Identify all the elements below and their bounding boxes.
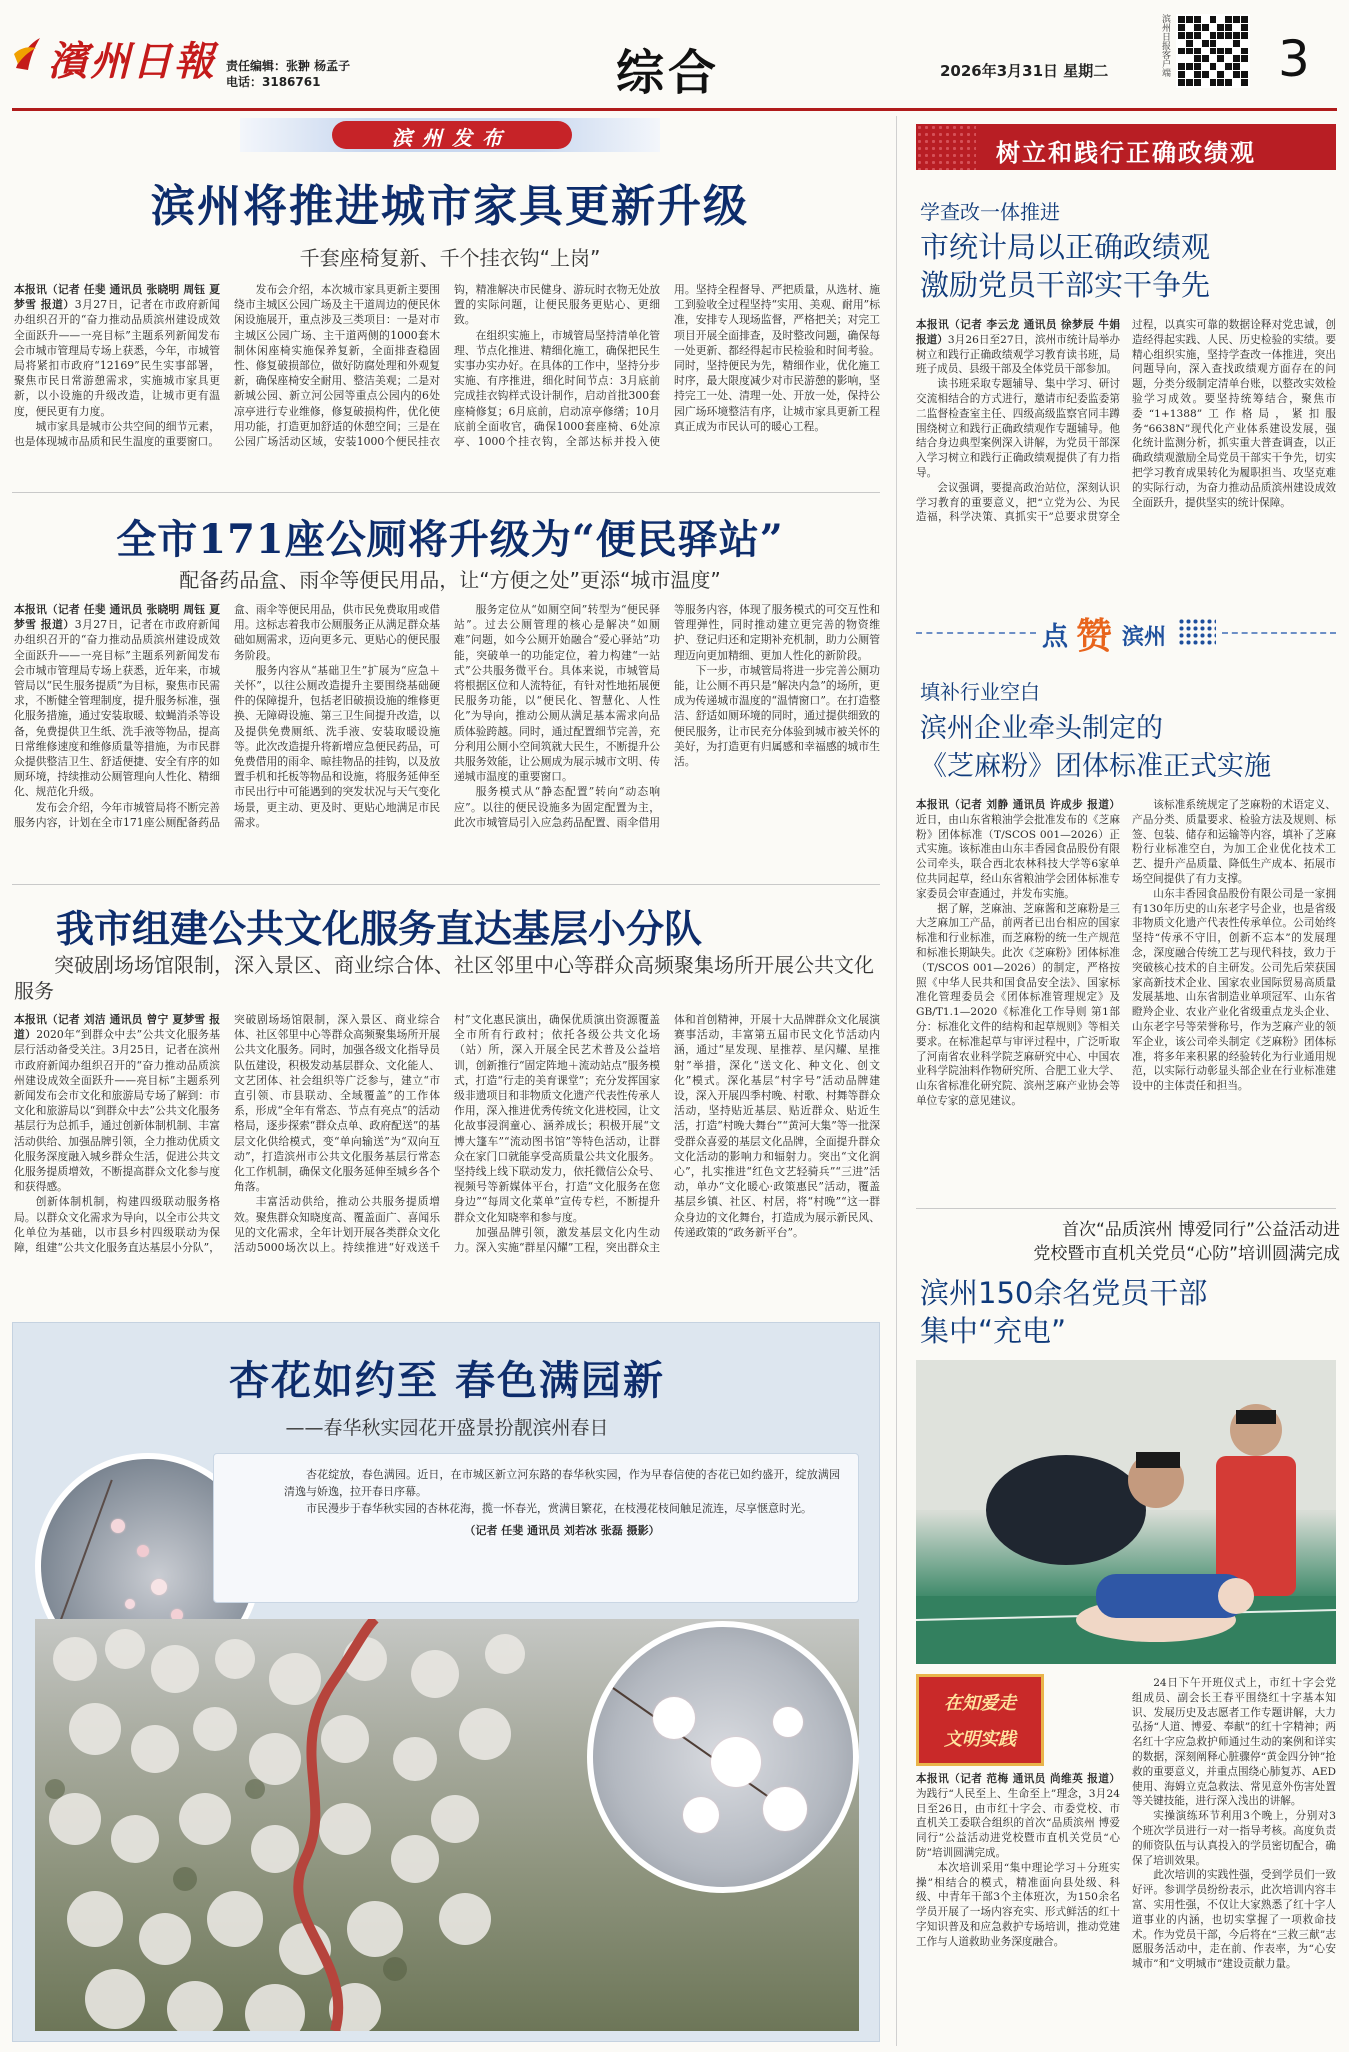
right-article3-paragraph: 此次培训的实践性强，受到学员们一致好评。参训学员纷纷表示，此次培训内容丰富、实用性强，不仅让大家熟悉了红十字人道事业的内涵，也切实掌握了一项救命技术。作为党员干部，今后将在“三救三献”志愿服务活动中，走在前、作表率，为“心安城市”和“文明城市”建设贡献力量。: [1132, 1869, 1336, 1971]
headline-line: 滨州企业牵头制定的: [920, 713, 1163, 744]
binzhou-fabu-banner: [240, 118, 660, 152]
divider: [916, 1208, 1336, 1209]
article2-paragraph: 服务内容从“基础卫生”扩展为“应急＋关怀”，以往公厕改造提升主要围绕基础硬件的保障提升，包括老旧破损设施的维修更换、无障碍设施、第三卫生间提升改造，以及提供免费厕纸、洗手液、安装取暖设施等。此次改造提升将新增应急便民药品，可免费借用的雨伞、晾挂物品的挂钩，以及放置手机和托板等物品和设施，将服务延伸至市民出行中可能遇到的突发状况与天气变化场景，更主动、更及时、更贴心地满足市民需求。: [234, 663, 440, 829]
article1-paragraph: 城市家具是城市公共空间的细节元素，也是体现城市品质和民生温度的重要窗口。: [14, 419, 220, 449]
masthead-logo: 濱州日報: [48, 38, 216, 85]
right-article1-kicker: 学查改一体推进: [920, 200, 1060, 224]
right-article2-kicker: 填补行业空白: [920, 680, 1040, 704]
section-title: 综合: [616, 45, 721, 101]
banner-title: 滨州发布: [392, 126, 512, 150]
article1-body: [14, 282, 880, 480]
right-article1-paragraph: 读书班采取专题辅导、集中学习、研讨交流相结合的方式进行，邀请市纪委监委第二监督检查室主任、四级高级监察官同丰蹲围绕树立和践行正确政绩观作专题辅导。他结合身边典型案例深入讲解，为党员干部深入学习树立和践行正确政绩观提供了有力指导。: [916, 378, 1120, 479]
article3-paragraph: 创新体制机制，构建四级联动服务格局。以群众文化需求为导向，以全市公共文化单位为基础，以市县乡村四级联动为保障，组建“公共文化服务直达基层小分队”，突破剧场场馆限制，深入景区、商业综合体、社区邻里中心等群众高频聚集场所开展公共文化服务。同时，加强各级文化指导员队伍建设，积极发动基层群众、文化能人、文艺团体、社会组织等广泛参与，建立“市直引领、市县联动、全域覆盖”的工作体系，形成“全年有常态、节点有亮点”的活动格局，逐步探索“群众点单、政府配送”的基层文化供给模式，变“单向输送”为“双向互动”，打造滨州市公共文化服务基层行常态化工作机制，确保文化服务延伸至城乡各个角落。: [14, 1013, 440, 1255]
right-article1-paragraph: [916, 318, 1120, 377]
article2-subhead: 配备药品盒、雨伞等便民用品，让“方便之处”更添“城市温度”: [179, 568, 721, 592]
banner-text: 树立和践行正确政绩观: [996, 138, 1256, 167]
right-article2-paragraph: 山东丰香园食品股份有限公司是一家拥有130年历史的山东老字号企业，也是省级非物质文化遗产代表性传承单位。公司始终坚持“传承不守旧，创新不忘本”的发展理念，深度融合传统工艺与现代科技，致力于突破核心技术的自主研发。公司先后荣获国家高新技术企业、国家农业国际贸易高质量发展基地、山东省制造业单项冠军、山东省瞪羚企业、农业产业化省级重点龙头企业、山东老字号等荣誉称号，作为芝麻产业的领军企业，该公司牵头制定《芝麻粉》团体标准，将多年来积累的经验转化为行业通用规范，以实际行动彰显头部企业在行业标准建设中的主体责任和担当。: [1132, 887, 1336, 1093]
right-article1-headline: [920, 228, 1340, 304]
kicker-line: 党校暨市直机关党员“心防”培训圆满完成: [1033, 1244, 1340, 1264]
phone-label: 电话：3186761: [226, 75, 321, 89]
photo-feature-frame: [12, 1322, 880, 2042]
headline-line: 集中“充电”: [920, 1314, 1067, 1348]
dianzan-banner: [916, 608, 1336, 656]
qr-code-icon: [1176, 14, 1250, 88]
article3-text: 2020年“到群众中去”公共文化服务基层行活动备受关注。3月25日，记者在滨州市政府新闻办组织召开的“奋力推动品质滨州建设成效全面跃升——亮目标”主题系列新闻发布会市文化和旅游局专场了解到：市文化和旅游局以“到群众中去”公共文化服务基层行为总抓手，通过创新体制机制、丰富活动供给、加强品牌引领，全力推动优质文化服务深度融入城乡群众生活，促进公共文化服务提质增效，不断提高群众文化参与度和获得感。: [14, 1028, 221, 1194]
article2-paragraph: 服务模式从“静态配置”转向“动态响应”。以往的便民设施多为固定配置为主，此次市城管局引入应急药品配置、雨伞借用等服务内容，体现了服务模式的可交互性和管理弹性，同时推动建立更完善的物资维护、登记归还和定期补充机制，助力公厕管理迈向更加精细、更加人性化的新阶段。: [454, 603, 880, 829]
issue-date: 2026年3月31日 星期二: [940, 62, 1109, 80]
dot-pattern-icon: [1178, 618, 1216, 646]
ribbon-logo-icon: [12, 34, 44, 74]
dianzan-rule-right: [1222, 632, 1336, 634]
photo-credit: （记者 任斐 通讯员 刘若冰 张磊 摄影）: [464, 1524, 660, 1537]
article2-paragraph: 下一步，市城管局将进一步完善公厕功能，让公厕不再只是“解决内急”的场所，更成为传递城市温度的“温情窗口”。在打造整洁、舒适如厕环境的同时，通过提供细致的便民服务，让市民充分体验到城市被关怀的美好，为打造更有归属感和幸福感的城市生活。: [674, 663, 880, 769]
dianzan-zan: 赞: [1076, 615, 1113, 657]
headline-line: 滨州150余名党员干部: [920, 1276, 1208, 1310]
divider: [12, 884, 880, 885]
dianzan-rule-left: [916, 632, 1036, 634]
photo-feature-subhead: ——春华秋实园花开盛景扮靓滨州春日: [285, 1417, 609, 1439]
right-article3-body: [916, 1676, 1336, 2046]
right-article1-text: 3月26日至27日，滨州市统计局举办树立和践行正确政绩观学习教育读书班，局班子成员、县级干部及全体党员干部参加。: [916, 333, 1121, 376]
article2-paragraph: 发布会介绍，今年市城管局将不断完善服务内容，计划在全市171座公厕配备药品盒、雨伞等便民用品，供市民免费取用或借用。这标志着我市公厕服务正从满足群众基础如厕需求，迈向更多元、更贴心的便民服务阶段。: [14, 603, 440, 829]
column-divider: [896, 116, 897, 2046]
article1-paragraph: 在组织实施上，市城管局坚持清单化管理、节点化推进、精细化施工，确保把民生实事办实办好。在具体的工作中，坚持分步实施、有序推进，细化时间节点：3月底前完成挂衣钩样式设计制作，启动首批300套座椅修复；6月底前，启动凉亭修缮；10月底前全面收官，确保1000套座椅、6处凉亭、1000个挂衣钩，全部达标并投入使用。坚持全程督导、严把质量，从选材、施工到验收全过程坚持“实用、美观、耐用”标准，安排专人现场监督，严格把关；对完工项目开展全面排查，及时整改问题，确保每一处更新、都经得起市民检验和时间考验。同时，坚持便民为先，精细作业，优化施工时序，最大限度减少对市民游憩的影响，坚持完工一处、清理一处、开放一处，保持公园广场环境整洁有序，让城市家具更新工程真正成为市民认可的暖心工程。: [454, 283, 880, 449]
photo-caption-line: 市民漫步于春华秋实园的杏林花海，揽一怀春光，赏满目繁花，在枝漫花枝间触足流连，尽享惬意时光。: [306, 1502, 812, 1515]
badge-line: 在知爱走: [944, 1693, 1016, 1714]
article1-subhead: 千套座椅复新、千个挂衣钩“上岗”: [299, 246, 601, 270]
headline-line: 激励党员干部实干争先: [920, 268, 1211, 302]
article3-byline: 本报讯（记者 刘洁 通讯员 曾宁 夏梦雪 报道）: [14, 1013, 220, 1042]
right-article3-byline: 本报讯（记者 范梅 通讯员 尚维英 报道）: [916, 1773, 1120, 1785]
article3-subhead: 突破剧场场馆限制，深入景区、商业综合体、社区邻里中心等群众高频聚集场所开展公共文化服务: [14, 953, 874, 1003]
qr-caption: 滨州日报客户端: [1160, 14, 1170, 77]
article3-body: [14, 1012, 880, 1312]
headline-line: 市统计局以正确政绩观: [920, 230, 1211, 264]
photo-caption-box: [213, 1453, 859, 1603]
article1-paragraph: [14, 282, 220, 419]
article2-paragraph: [14, 602, 220, 800]
right-article3-text: 为践行“人民至上、生命至上”理念，3月24日至26日，由市红十字会、市委党校、市直机关工委联合组织的首次“品质滨州 博爱同行”公益活动进党校暨市直机关党员“心防”培训圆满完成。: [916, 1787, 1120, 1859]
right-article2-body: [916, 798, 1336, 1200]
right-article3-paragraph: 本次培训采用“集中理论学习＋分班实操”相结合的模式，精准面向县处级、科级、中青年干部3个主体班次，为150余名学员开展了一场内容充实、形式鲜活的红十字知识普及和应急救护专场培训，推动党建工作与人道救助业务深度融合。: [916, 1861, 1120, 1948]
page-number: 3: [1278, 30, 1310, 88]
article1-paragraph: 发布会介绍，本次城市家具更新主要围绕市主城区公园广场及主干道周边的便民休闲设施展开，重点涉及三类项目：一是对市主城区公园广场、主干道两侧的1000套木制休闲座椅实施保养复新，全面排查稳固性、修复破损部位，做好防腐处理和外观复新，确保座椅安全耐用、整洁美观；二是对新城公园、新立河公园等重点公园内的6处凉亭进行专业维修，修复破损构件，优化使用功能，打造更加舒适的休憩空间；三是在公园广场活动区域，安装1000个便民挂衣钩，精准解决市民健身、游玩时衣物无处放置的实际问题，让便民服务更贴心、更细致。: [234, 283, 660, 449]
dianzan-place: 滨州: [1122, 625, 1167, 650]
article2-byline: 本报讯（记者 任斐 通讯员 张晓明 周钰 夏梦雪 报道）: [14, 603, 220, 632]
right-article2-paragraph: [916, 798, 1120, 902]
article2-text: 3月27日，记者在市政府新闻办组织召开的“奋力推动品质滨州建设成效全面跃升——一亮目标”主题系列新闻发布会市城市管理局专场上获悉，近年来，市城管局以“民生服务提质”为目标，聚焦市民需求，不断健全管理制度，提升服务标准，强化服务措施，通过安装取暖、蚊蝇消杀等设备，免费提供卫生纸、洗手液等物品，提高日常维修速度和维修质量等措施，为市民群众提供整洁卫生、舒适便捷、安全有序的如厕环境，持续推动公厕管理向人性化、精细化、规范化升级。: [14, 618, 220, 799]
right-article2-paragraph: 据了解，芝麻油、芝麻酱和芝麻粉是三大芝麻加工产品，前两者已出台相应的国家标准和行业标准，而芝麻粉的统一生产规范和标准长期缺失。此次《芝麻粉》团体标准（T/SCOS 001—2026）的制定，严格按照《中华人民共和国食品安全法》、国家标准化管理委员会《团体标准管理规定》及GB/T1.1—2020《标准化工作导则 第1部分：标准化文件的结构和起草规则》等相关要求。在标准起草与审评过程中，广泛听取了河南省农业科学院芝麻研究中心、中国农业科学院油料作物研究所、合肥工业大学、山东省标准化研究院、滨州芝麻产业协会等单位专家的意见建议。: [916, 902, 1120, 1107]
photo-feature-headline: 杏花如约至 春色满园新: [229, 1357, 665, 1404]
zhengjiguan-banner: [916, 124, 1336, 170]
badge-spacer: [916, 1676, 917, 1772]
cpr-scene: [916, 1360, 1336, 1664]
editor-label: 责任编辑：张翀 杨孟子: [226, 59, 351, 73]
right-article3-headline: [920, 1274, 1340, 1350]
article1-headline: 滨州将推进城市家具更新升级: [151, 181, 749, 232]
divider: [12, 492, 880, 493]
article3-headline: 我市组建公共文化服务直达基层小分队: [56, 906, 703, 951]
article2-headline: 全市171座公厕将升级为“便民驿站”: [116, 516, 784, 563]
headline-line: 《芝麻粉》团体标准正式实施: [920, 751, 1271, 782]
right-article3-paragraph: 实操演练环节利用3个晚上，分别对3个班次学员进行一对一指导考核。高度负责的师资队伍与认真投入的学员密切配合，确保了培训效果。: [1132, 1810, 1336, 1867]
right-article3-paragraph: [916, 1772, 1120, 1861]
article3-paragraph: 加强品牌引领，激发基层文化内生动力。深入实施“群星闪耀”工程，突出群众主体和首创精神，开展十大品牌群众文化展演赛事活动，丰富第五届市民文化节活动内涵，通过“星发现、星推荐、星闪耀、星推射”举措，深化“送文化、种文化、创文化”模式。深化基层“村字号”活动品牌建设，深入开展四季村晚、村歌、村舞等群众活动，坚持贴近基层、贴近群众、贴近生活，打造“村晚大舞台”“黄河大集”等一批深受群众喜爱的基层文化品牌，全面提升群众文化活动的影响力和辐射力。突出“文化润心”，扎实推进“红色文艺轻骑兵”“三进”活动，单办“文化暖心·政策惠民”活动，覆盖基层乡镇、社区、村居，将“村晚”“这一群众身边的文化舞台，打造成为展示新民风、传递政策的“政务新平台”。: [454, 1013, 880, 1255]
dianzan-dian: 点: [1042, 622, 1069, 652]
article2-paragraph: 服务定位从“如厕空间”转型为“便民驿站”。过去公厕管理的核心是解决“如厕难”问题，如今公厕开始融合“爱心驿站”功能，突破单一的功能定位，着力构建“一站式”公共服务微平台。具体来说，市城管局将根据区位和人流特征，有针对性地拓展便民服务功能，以“便民化、智慧化、人性化”为导向，推动公厕从满足基本需求向品质体验跨越。同时，通过配置细节完善，充分利用公厕小空间筑就大民生，不断提升公共服务效能，让公厕成为展示城市文明、传递城市温度的重要窗口。: [454, 603, 660, 784]
right-article2-headline: [920, 710, 1340, 786]
right-article3-paragraph: 24日下午开班仪式上，市红十字会党组成员、副会长王春平围绕红十字基本知识、发展历史及志愿者工作专题讲解，大力弘扬“人道、博爱、奉献”的红十字精神；两名红十字应急救护师通过生动的案例和详实的数据，深刻阐释心脏骤停“黄金四分钟”抢救的重要意义，并重点围绕心肺复苏、AED使用、海姆立克急救法、常见意外伤害处置等关键技能，进行深入浅出的讲解。: [1132, 1677, 1336, 1808]
article2-body: [14, 602, 880, 874]
article3-paragraph: [14, 1012, 220, 1194]
right-article1-paragraph: 会议强调，要提高政治站位，深刻认识学习教育的重要意义，把“立党为公、为民造福，科学决策、真抓实干”总要求贯穿全过程，以真实可靠的数据诠释对党忠诚，创造经得起实践、人民、历史检验的实绩。要精心组织实施，坚持学查改一体推进，突出问题导向，深入查找政绩观方面存在的问题，分类分级制定清单台账，以整改实效检验学习成效。要坚持统筹结合，聚焦市委“1+1388”工作格局，紧扣服务“6638N”现代化产业体系建设发展，强化统计监测分析，抓实重大普查调查，以正确政绩观激励全局党员干部实干争先，切实把学习教育成果转化为履职担当、攻坚克难的实际行动，为奋力推动品质滨州建设成效全面跃升，提供坚实的统计保障。: [916, 319, 1336, 524]
cpr-training-photo: [916, 1360, 1336, 1664]
blossom-photo-circle-2: [587, 1621, 859, 1893]
article3-paragraph: 丰富活动供给，推动公共服务提质增效。聚焦群众知晓度高、覆盖面广、喜闻乐见的文化需求，全年计划开展各类群众文化活动5000场次以上。持续推进“好戏送千村”文化惠民演出，确保优质演出资源覆盖全市所有行政村；依托各级公共文化场（站）所，深入开展全民艺术普及公益培训，创新推行“固定阵地＋流动站点”服务模式，打造“行走的美育课堂”；充分发挥国家级非遗项目和非物质文化遗产代表性传承人作用，深入推进优秀传统文化进校园，让文化故事浸润童心、涵养成长；积极开展“文博大篷车”“流动图书馆”等特色活动，让群众在家门口就能享受高质量公共文化服务。坚持线上线下联动发力，依托微信公众号、视频号等新媒体平台，打造“文化服务在您身边”“每周文化菜单”宣传专栏，不断提升群众文化知晓率和参与度。: [234, 1013, 660, 1255]
right-article2-text: 近日，由山东省粮油学会批准发布的《芝麻粉》团体标准（T/SCOS 001—2026）正式实施。该标准由山东丰香园食品股份有限公司牵头，联合西北农林科技大学等6家单位共同起草，经山东省粮油学会团体标准专家委员会审查通过，并发布实施。: [916, 813, 1120, 900]
right-article1-byline: 本报讯（记者 李云龙 通讯员 徐梦辰 牛娟 报道）: [916, 319, 1120, 346]
right-article2-byline: 本报讯（记者 刘静 通讯员 许成步 报道）: [916, 799, 1120, 811]
badge-line: 文明实践: [944, 1729, 1016, 1750]
article1-byline: 本报讯（记者 任斐 通讯员 张晓明 周钰 夏梦雪 报道）: [14, 283, 220, 312]
article1-text: 3月27日，记者在市政府新闻办组织召开的“奋力推动品质滨州建设成效全面跃升——一亮目标”主题系列新闻发布会市城市管理局专场上获悉，今年，市城管局将紧扣市政府“12169”民生实事部署，聚焦市民日常游憩需求，实施城市家具更新，以小设施的升级改造，让城市更有温度，便民更有力度。: [14, 298, 220, 418]
masthead-rule: [12, 108, 1337, 111]
right-article2-paragraph: 该标准系统规定了芝麻粉的术语定义、产品分类、质量要求、检验方法及规则、标签、包装、储存和运输等内容，填补了芝麻粉行业标准空白，为加工企业优化技术工艺、提升产品质量、降低生产成本、拓展市场空间提供了有力支撑。: [1132, 799, 1336, 885]
photo-caption-line: 杏花绽放，春色满园。近日，在市城区新立河东路的春华秋实园，作为早春信使的杏花已如约盛开，绽放满园清逸与娇逸，拉开春日序幕。: [284, 1468, 840, 1498]
kicker-line: 首次“品质滨州 博爱同行”公益活动进: [1061, 1220, 1340, 1240]
right-article3-kicker: [920, 1218, 1340, 1266]
right-article1-body: [916, 318, 1336, 580]
